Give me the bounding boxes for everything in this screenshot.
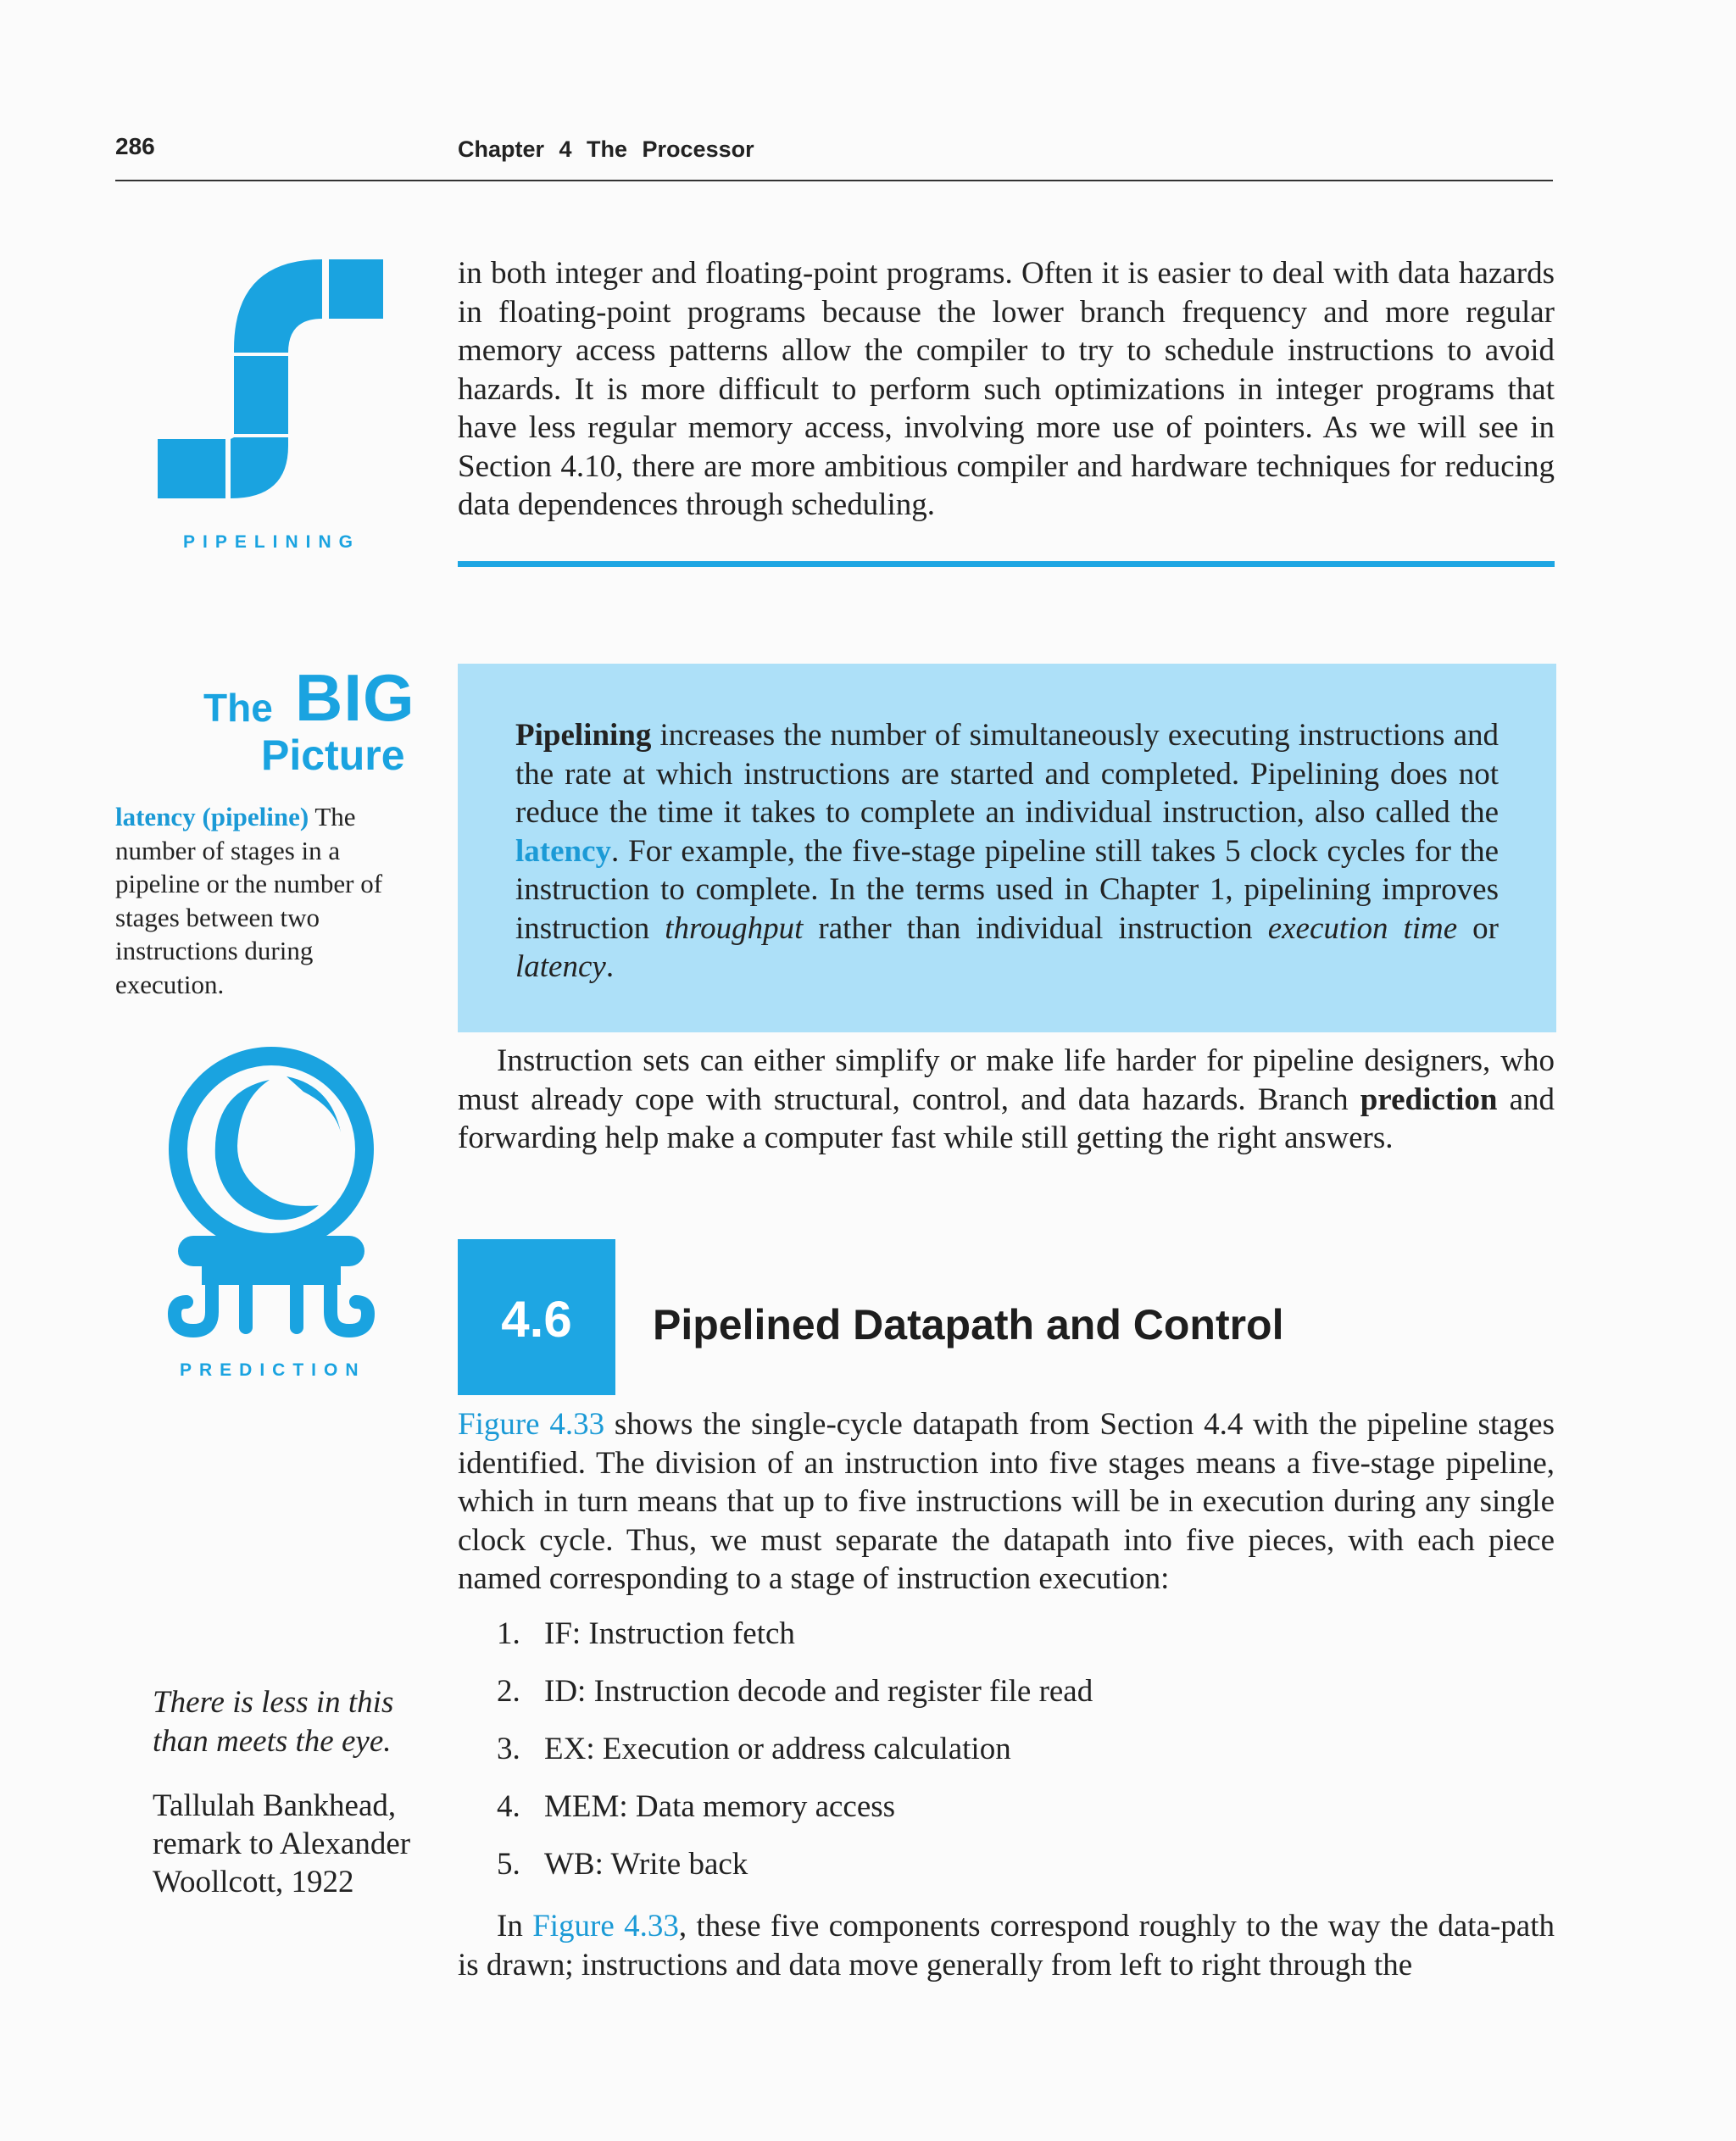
big-picture-text-3: rather than individual instruction bbox=[803, 910, 1268, 946]
list-number: 5. bbox=[497, 1847, 520, 1882]
figure-intro-text: shows the single-cycle datapath from Section 4.4 with the pipeline stages identified. The division of an instruction into five stages means a five-stage pipeline, which in turn means that up to five instructions will be in execution during any single clock cycle. Thus, we must separate the datapath into five pieces, with each piece named corresponding to a stage of instruction execution: bbox=[458, 1407, 1555, 1596]
prediction-term: prediction bbox=[1360, 1082, 1498, 1117]
closing-paragraph bbox=[458, 1907, 1555, 1984]
list-item bbox=[497, 1672, 1093, 1710]
section-number: 4.6 bbox=[501, 1291, 572, 1348]
figure-intro-paragraph bbox=[458, 1405, 1555, 1599]
epigraph-source: Tallulah Bankhead, remark to Alexander Woollcott, 1922 bbox=[153, 1788, 411, 1899]
big-picture-end: . bbox=[605, 949, 615, 984]
figure-4-33-link[interactable]: Figure 4.33 bbox=[458, 1407, 605, 1442]
glossary-term: latency (pipeline) bbox=[115, 802, 309, 831]
list-item bbox=[497, 1730, 1011, 1768]
glossary-note bbox=[115, 800, 395, 1001]
big-picture-term: Pipelining bbox=[515, 718, 652, 753]
pipelining-icon bbox=[153, 254, 398, 509]
list-text: ID: Instruction decode and register file read bbox=[544, 1674, 1093, 1709]
prediction-label: PREDICTION bbox=[180, 1360, 366, 1380]
list-number: 2. bbox=[497, 1674, 520, 1709]
big-picture-big: BIG bbox=[295, 660, 415, 735]
list-number: 4. bbox=[497, 1789, 520, 1824]
big-picture-picture: Picture bbox=[261, 731, 405, 779]
section-title: Pipelined Datapath and Control bbox=[653, 1301, 1284, 1349]
big-picture-text-1: increases the number of simultaneously executing instructions and the rate at which instructions are started and completed. Pipelining does not reduce the time it takes to complete an individual instruction, also called the bbox=[515, 718, 1499, 830]
list-text: WB: Write back bbox=[544, 1847, 748, 1882]
running-head: Chapter 4 The Processor bbox=[458, 136, 754, 162]
glossary-definition: The number of stages in a pipeline or the number of stages between two instructions during execution. bbox=[115, 802, 383, 999]
execution-time-term: execution time bbox=[1267, 910, 1458, 946]
latency-term: latency bbox=[515, 949, 606, 984]
list-number: 1. bbox=[497, 1616, 520, 1651]
big-picture-the: The bbox=[203, 686, 273, 730]
list-text: IF: Instruction fetch bbox=[544, 1616, 795, 1651]
list-text: EX: Execution or address calculation bbox=[544, 1732, 1011, 1766]
closing-text: , these five components correspond roughly to the way the data-path is drawn; instructions and data move generally from left to right through the bbox=[458, 1909, 1555, 1983]
list-item bbox=[497, 1788, 895, 1826]
prediction-icon bbox=[153, 1039, 390, 1353]
list-number: 3. bbox=[497, 1732, 520, 1766]
epigraph-quote: There is less in this than meets the eye. bbox=[153, 1685, 394, 1759]
pipelining-label: PIPELINING bbox=[183, 532, 361, 552]
throughput-term: throughput bbox=[665, 910, 804, 946]
instruction-sets-text-1: Instruction sets can either simplify or make life harder for pipeline designers, who must already cope with structural, control, and data hazards. Branch bbox=[458, 1043, 1555, 1117]
list-item bbox=[497, 1845, 748, 1883]
big-picture-text-2: . For example, the five-stage pipeline still takes 5 clock cycles for the instruction to complete. In the terms used in Chapter 1, pipelining improves instruction bbox=[515, 833, 1499, 946]
instruction-sets-paragraph bbox=[458, 1042, 1555, 1158]
big-picture-text bbox=[515, 716, 1499, 987]
list-item bbox=[497, 1615, 795, 1653]
closing-prefix: In bbox=[497, 1909, 533, 1944]
page-number: 286 bbox=[115, 133, 155, 159]
figure-4-33-link[interactable]: Figure 4.33 bbox=[532, 1909, 679, 1944]
header-rule bbox=[115, 180, 1553, 181]
latency-link[interactable]: latency bbox=[515, 833, 612, 869]
instruction-sets-text-2: and forwarding help make a computer fast while still getting the right answers. bbox=[458, 1082, 1555, 1155]
continuation-paragraph: in both integer and floating-point programs. Often it is easier to deal with data hazards in floating-point programs because the lower branch frequency and more regular memory access patterns allow the compiler to try to schedule instructions to avoid hazards. It is more difficult to perform such optimizations in integer programs that have less regular memory access, involving more use of pointers. As we will see in Section 4.10, there are more ambitious compiler and hardware techniques for reducing data dependences through scheduling. bbox=[458, 256, 1555, 522]
list-text: MEM: Data memory access bbox=[544, 1789, 896, 1824]
section-rule bbox=[458, 561, 1555, 567]
big-picture-or: or bbox=[1457, 910, 1500, 946]
